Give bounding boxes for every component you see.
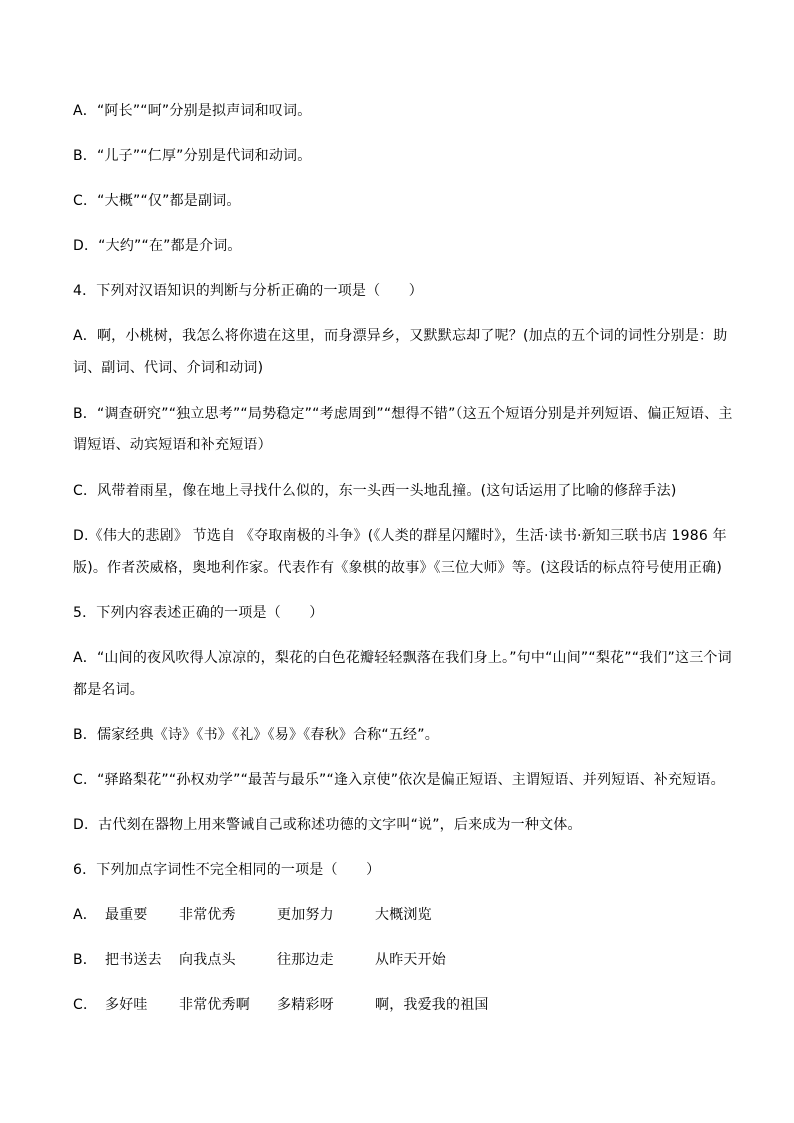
q4-option-a-line1: A．啊，小桃树，我怎么将你遗在这里，而身漂异乡，又默默忘却了呢？(加点的五个词的词性分别是：助 (73, 328, 728, 344)
option-item: 最重要 (105, 907, 148, 923)
option-item: 往那边走 (277, 952, 334, 968)
q4-option-a-line2: 词、副词、代词、介词和动词) (73, 360, 264, 376)
option-item: 更加努力 (277, 907, 334, 923)
q5-stem: 5．下列内容表述正确的一项是（ ） (73, 605, 324, 621)
option-item: 从昨天开始 (375, 952, 446, 968)
q3-option-d: D．“大约”“在”都是介词。 (73, 238, 242, 254)
option-item: 非常优秀 (179, 907, 236, 923)
q6-stem: 6．下列加点字词性不完全相同的一项是（ ） (73, 862, 381, 878)
q4-option-c: C．风带着雨星，像在地上寻找什么似的，东一头西一头地乱撞。(这句话运用了比喻的修辞手法) (73, 483, 677, 499)
q3-option-c: C．“大概”“仅”都是副词。 (73, 193, 241, 209)
q6-option-a (73, 905, 733, 925)
q5-option-c: C．“驿路梨花”“孙权劝学”“最苦与最乐”“逢入京使”依次是偏正短语、主谓短语、并列短语、补充短语。 (73, 772, 725, 788)
q6-option-c (73, 995, 733, 1015)
q4-option-d-line1: D.《伟大的悲剧》 节选自 《夺取南极的斗争》(《人类的群星闪耀时》，生活·读书·新知三联书店 1986 年 (73, 528, 727, 544)
q3-option-a: A．“阿长”“呵”分别是拟声词和叹词。 (73, 103, 312, 119)
option-item: 多精彩呀 (277, 997, 334, 1013)
q6-option-b (73, 950, 733, 970)
option-item: 把书送去 (105, 952, 162, 968)
q4-stem: 4．下列对汉语知识的判断与分析正确的一项是（ ） (73, 283, 423, 299)
q5-option-d: D．古代刻在器物上用来警诫自己或称述功德的文字叫“说”，后来成为一种文体。 (73, 817, 582, 833)
q3-option-b: B．“儿子”“仁厚”分别是代词和动词。 (73, 148, 312, 164)
option-item: 非常优秀啊 (179, 997, 250, 1013)
q5-option-a-line1: A．“山间的夜风吹得人凉凉的，梨花的白色花瓣轻轻飘落在我们身上。”句中“山间”“梨花”“我们”这三个词 (73, 650, 732, 666)
q5-option-b: B．儒家经典《诗》《书》《礼》《易》《春秋》合称“五经”。 (73, 727, 439, 743)
option-item: 多好哇 (105, 997, 148, 1013)
q4-option-b-line1: B．“调查研究”“独立思考”“局势稳定”“考虑周到”“想得不错”（这五个短语分别是并列短语、偏正短语、主 (73, 406, 733, 422)
q4-option-d-line2: 版)。作者茨威格，奥地利作家。代表作有《象棋的故事》《三位大师》等。(这段话的标点符号使用正确) (73, 560, 722, 576)
option-label: B． (73, 952, 98, 968)
option-item: 啊，我爱我的祖国 (375, 997, 489, 1013)
option-item: 大概浏览 (375, 907, 432, 923)
q4-option-b-line2: 谓短语、动宾短语和补充短语） (73, 437, 272, 453)
q5-option-a-line2: 都是名词。 (73, 682, 144, 698)
option-label: C． (73, 997, 98, 1013)
option-label: A． (73, 907, 97, 923)
option-item: 向我点头 (179, 952, 236, 968)
